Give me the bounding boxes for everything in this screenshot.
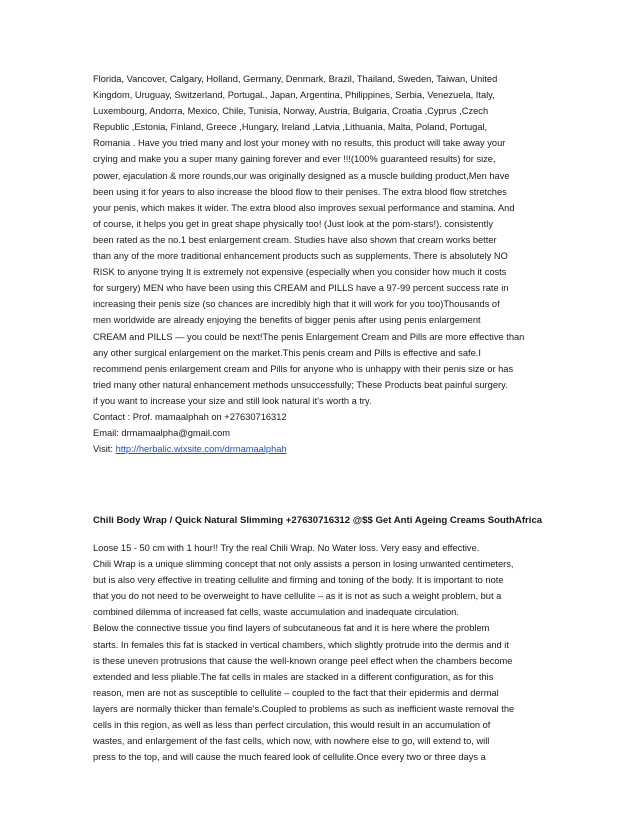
text-line: tried many other natural enhancement methods unsuccessfully; These Products beat painful surgery.	[93, 379, 508, 390]
text-line: Below the connective tissue you find layers of subcutaneous fat and it is here where the problem	[93, 623, 490, 634]
text-line: Romania . Have you tried many and lost your money with no results, this product will take away your	[93, 138, 506, 149]
visit-line	[93, 441, 553, 457]
text-line: of course, it helps you get in great shape physically too! (Just look at the pom-stars!). consistently	[93, 218, 493, 229]
text-line: your penis, which makes it wider. The extra blood also improves sexual performance and stamina. And	[93, 202, 515, 213]
text-line: recommend penis enlargement cream and Pills for anyone who is unhappy with their penis size or has	[93, 363, 514, 374]
text-line: been using it for years to also increase the blood flow to their penises. The extra blood flow stretches	[93, 186, 507, 197]
section-2-heading: Chili Body Wrap / Quick Natural Slimming +27630716312 @$$ Get Anti Ageing Creams SouthAfrica	[93, 515, 543, 526]
email-line: Email: drmamaalpha@gmail.com	[93, 428, 231, 439]
text-line: increasing their penis size (so chances are incredibly high that it will work for you too)Thousands of	[93, 299, 500, 310]
text-line: starts. In females this fat is stacked in vertical chambers, which slightly protrude into the dermis and it	[93, 639, 509, 650]
text-line: extended and less pliable.The fat cells in males are stacked in a different configuration, as for this	[93, 671, 494, 682]
text-line: if you want to increase your size and still look natural it's worth a try.	[93, 395, 372, 406]
text-line: Florida, Vancover, Calgary, Holland, Germany, Denmark, Brazil, Thailand, Sweden, Taiwan, United	[93, 74, 498, 84]
text-line: that you do not need to be overweight to have cellulite – as it is not as such a weight problem, but a	[93, 591, 502, 602]
text-line: for surgery) MEN who have been using this CREAM and PILLS have a 97-99 percent success rate in	[93, 283, 509, 294]
website-link[interactable]: http://herbalic.wixsite.com/drmamaalphah	[115, 444, 287, 455]
text-line: crying and make you a super many gaining forever and ever !!!(100% guaranteed results) for size,	[93, 154, 496, 165]
text-line: but is also very effective in treating cellulite and firming and toning of the body. It is important to note	[93, 575, 504, 586]
text-line: press to the top, and will cause the much feared look of cellulite.Once every two or three days a	[93, 752, 486, 763]
text-line: cells in this region, as well as less than perfect circulation, this would result in an accumulation of	[93, 720, 491, 731]
text-line: CREAM and PILLS — you could be next!The penis Enlargement Cream and Pills are more effective than	[93, 331, 525, 342]
text-line: any other surgical enlargement on the market.This penis cream and Pills is effective and safe.I	[93, 347, 481, 358]
text-line: Chili Wrap is a unique slimming concept that not only assists a person in losing unwanted centimeters,	[93, 559, 514, 570]
text-line: power, ejaculation & more rounds,our was originally designed as a muscle building product,Men have	[93, 170, 510, 181]
contact-line: Contact : Prof. mamaalphah on +27630716312	[93, 411, 287, 422]
text-line: Luxembourg, Andorra, Mexico, Chile, Tunisia, Norway, Austria, Bulgaria, Croatia ,Cyprus ,Czech	[93, 106, 489, 117]
text-line: combined dilemma of increased fat cells, waste accumulation and inadequate circulation.	[93, 607, 459, 618]
visit-label: Visit:	[93, 444, 116, 455]
text-line: been rated as the no.1 best enlargement cream. Studies have also shown that cream works better	[93, 234, 497, 245]
text-line: Republic ,Estonia, Finland, Greece ,Hungary, Ireland ,Latvia ,Lithuania, Malta, Poland, Portugal,	[93, 122, 488, 133]
text-line: reason, men are not as susceptible to cellulite – coupled to the fact that their epidermis and dermal	[93, 687, 499, 698]
body-text-section-2	[93, 540, 553, 765]
text-line: is these uneven protrusions that cause the well-known orange peel effect when the chambers become	[93, 655, 513, 666]
text-line: wastes, and enlargement of the fast cells, which now, with nowhere else to go, will extend to, will	[93, 736, 490, 747]
text-line: than any of the more traditional enhancement products such as supplements. There is absolutely NO	[93, 251, 508, 262]
text-line: Kingdom, Uruguay, Switzerland, Portugal., Japan, Argentina, Philippines, Serbia, Venezuela, Italy,	[93, 90, 495, 101]
text-line: men worldwide are already enjoying the benefits of bigger penis after using penis enlargement	[93, 315, 481, 326]
text-line: layers are normally thicker than female's.Coupled to problems as such as inefficient waste removal the	[93, 703, 515, 714]
text-line: Loose 15 - 50 cm with 1 hour!! Try the real Chili Wrap. No Water loss. Very easy and effective.	[93, 543, 480, 553]
text-line: RISK to anyone trying It is extremely not expensive (especially when you consider how much it costs	[93, 267, 507, 278]
body-text-section-1	[93, 71, 553, 457]
